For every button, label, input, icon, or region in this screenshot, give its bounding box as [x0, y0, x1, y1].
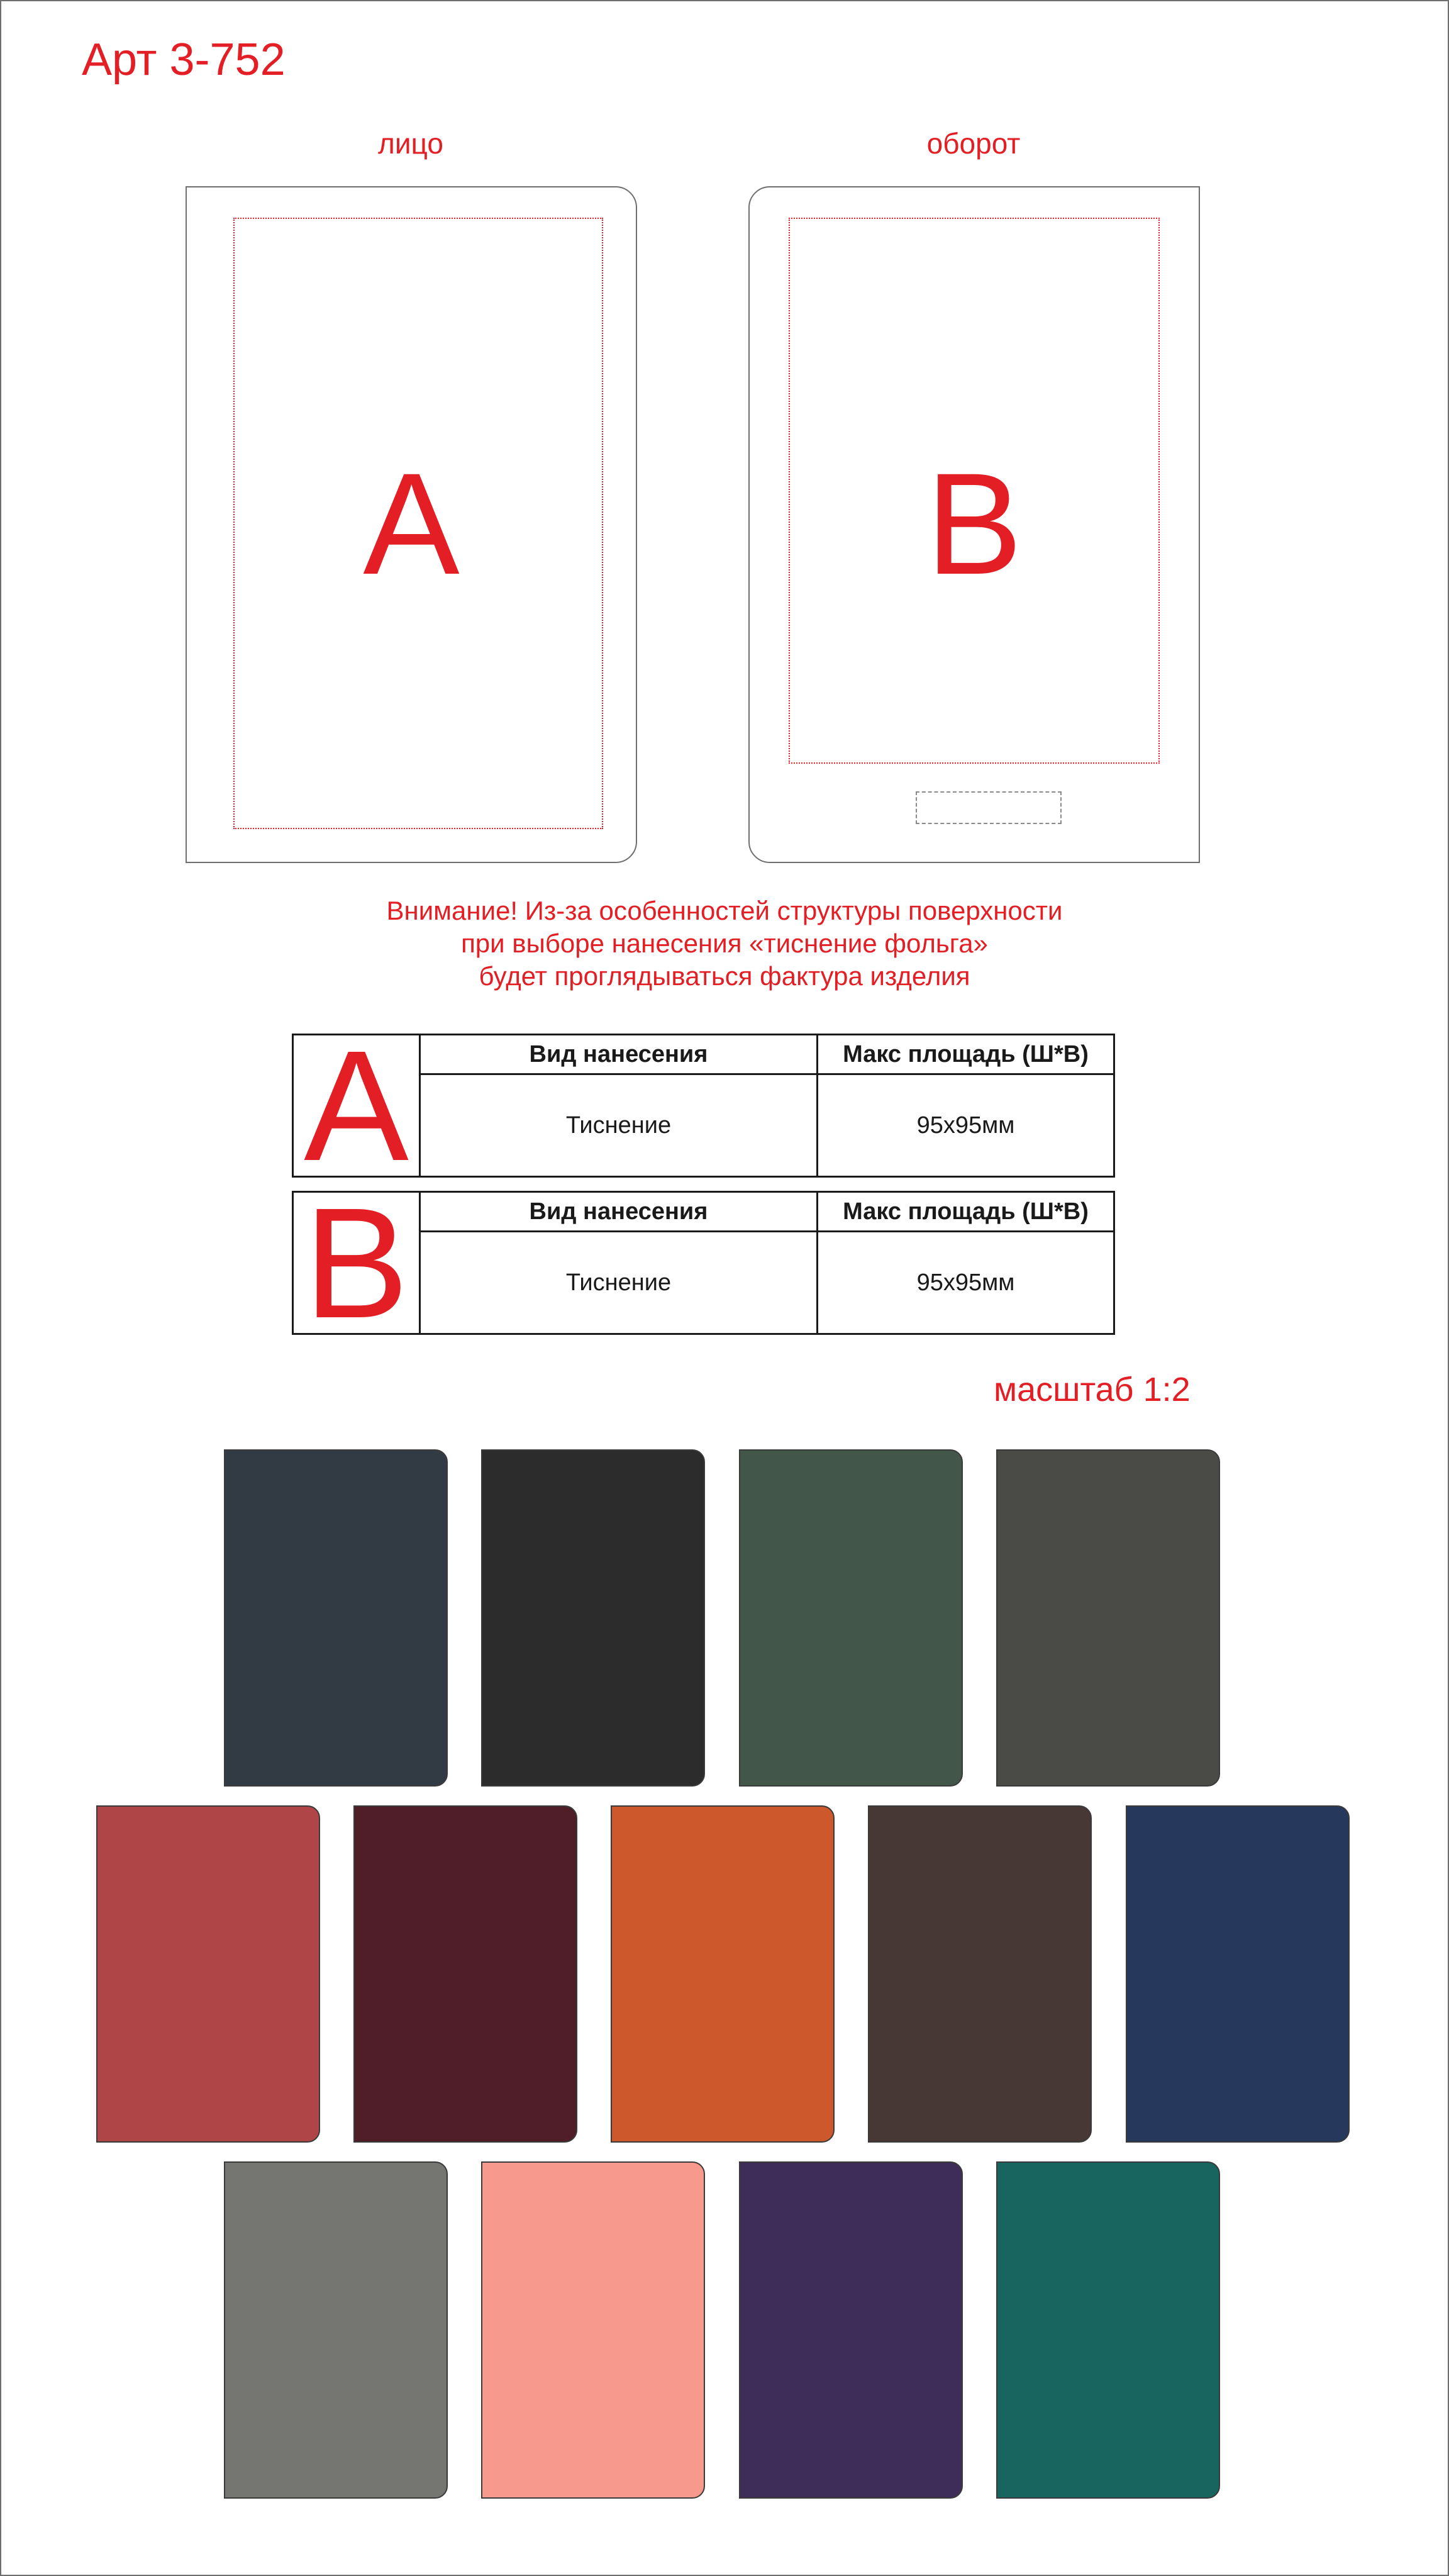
table-b-letter: B — [293, 1192, 420, 1334]
color-swatch — [868, 1805, 1092, 2143]
spec-table-b — [292, 1191, 1115, 1335]
color-swatch — [96, 1805, 320, 2143]
spec-table-a — [292, 1034, 1115, 1178]
back-area-letter: B — [926, 443, 1023, 605]
table-a-method-header: Вид нанесения — [420, 1035, 818, 1074]
color-swatch — [481, 1449, 705, 1787]
back-label: оборот — [926, 127, 1021, 160]
notice-text — [221, 895, 1228, 993]
color-swatch — [224, 2161, 448, 2499]
notice-line-2: при выборе нанесения «тиснение фольга» — [461, 928, 988, 958]
color-swatch — [353, 1805, 577, 2143]
table-b-area-header: Макс площадь (Ш*В) — [818, 1192, 1114, 1232]
color-swatch — [481, 2161, 705, 2499]
table-a-letter: A — [293, 1035, 420, 1177]
notice-line-3: будет проглядываться фактура изделия — [479, 961, 970, 991]
table-b-method-value: Тиснение — [420, 1232, 818, 1334]
back-cover-mockup — [748, 186, 1200, 863]
article-title: Арт 3-752 — [82, 35, 286, 85]
color-swatch — [739, 1449, 963, 1787]
color-swatch — [1126, 1805, 1350, 2143]
front-cover-mockup — [186, 186, 637, 863]
front-area-letter: A — [363, 443, 460, 605]
table-b-method-header: Вид нанесения — [420, 1192, 818, 1232]
color-swatch — [611, 1805, 835, 2143]
table-a-area-header: Макс площадь (Ш*В) — [818, 1035, 1114, 1074]
scale-label: масштаб 1:2 — [994, 1371, 1191, 1408]
color-swatch — [224, 1449, 448, 1787]
back-logo-zone — [916, 791, 1062, 824]
table-a-area-value: 95х95мм — [818, 1074, 1114, 1177]
table-b-area-value: 95х95мм — [818, 1232, 1114, 1334]
color-swatch — [996, 2161, 1220, 2499]
notice-line-1: Внимание! Из-за особенностей структуры поверхности — [386, 896, 1063, 925]
table-a-method-value: Тиснение — [420, 1074, 818, 1177]
color-swatch — [739, 2161, 963, 2499]
front-label: лицо — [378, 127, 443, 160]
color-swatch — [996, 1449, 1220, 1787]
